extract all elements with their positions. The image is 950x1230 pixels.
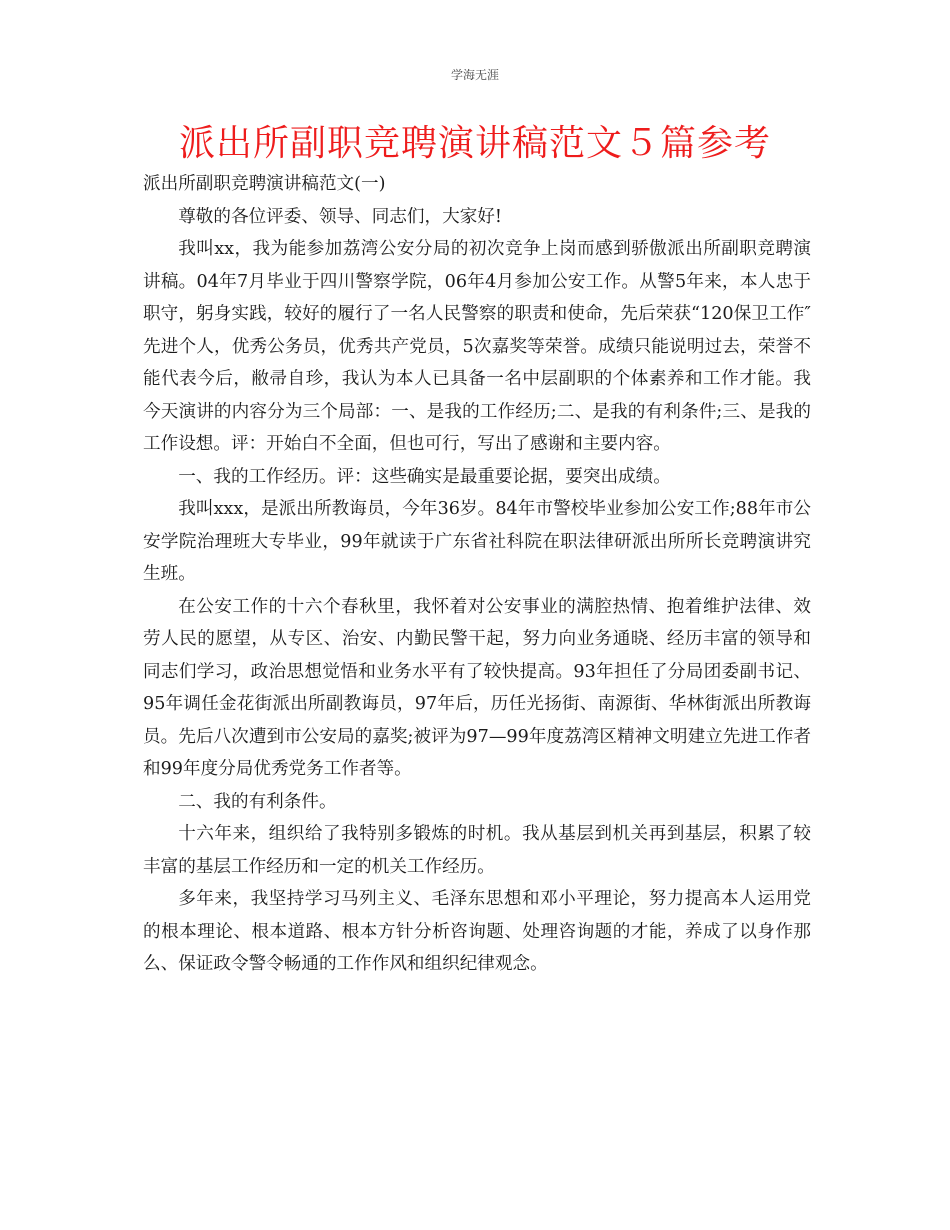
paragraph: 多年来，我坚持学习马列主义、毛泽东思想和邓小平理论，努力提高本人运用党的根本理论、根本道路、根本方针分析咨询题、处理咨询题的才能，养成了以身作那么、保证政令警令畅通的工作作风和组织纪律观念。 xyxy=(143,889,811,974)
section-heading: 派出所副职竞聘演讲稿范文(一) xyxy=(143,174,386,194)
paragraph: 我叫xx，我为能参加荔湾公安分局的初次竞争上岗而感到骄傲派出所副职竞聘演讲稿。04年7月毕业于四川警察学院，06年4月参加公安工作。从警5年来，本人忠于职守，躬身实践，较好的履行了一名人民警察的职责和使命，先后荣获“120保卫工作″先进个人，优秀公务员，优秀共产党员，5次嘉奖等荣誉。成绩只能说明过去，荣誉不能代表今后，敝帚自珍，我认为本人已具备一名中层副职的个体素养和工作才能。我今天演讲的内容分为三个局部：一、是我的工作经历;二、是我的有利条件;三、是我的工作设想。评：开始白不全面，但也可行，写出了感谢和主要内容。 xyxy=(143,239,811,454)
paragraph: 我叫xxx，是派出所教诲员，今年36岁。84年市警校毕业参加公安工作;88年市公安学院治理班大专毕业，99年就读于广东省社科院在职法律研派出所所长竞聘演讲究生班。 xyxy=(143,499,811,584)
salutation: 尊敬的各位评委、领导、同志们，大家好! xyxy=(178,206,502,227)
document-body xyxy=(143,168,811,981)
document-title: 派出所副职竞聘演讲稿范文５篇参考 xyxy=(178,123,771,164)
paragraph: 十六年来，组织给了我特别多锻炼的时机。我从基层到机关再到基层，积累了较丰富的基层工作经历和一定的机关工作经历。 xyxy=(143,824,811,877)
paragraph: 二、我的有利条件。 xyxy=(178,791,337,812)
paragraph: 一、我的工作经历。评：这些确实是最重要论据，要突出成绩。 xyxy=(178,466,671,487)
paragraph: 在公安工作的十六个春秋里，我怀着对公安事业的满腔热情、抱着维护法律、效劳人民的愿望，从专区、治安、内勤民警干起，努力向业务通晓、经历丰富的领导和同志们学习，政治思想觉悟和业务水平有了较快提高。93年担任了分局团委副书记、95年调任金花街派出所副教诲员，97年后，历任光扬街、南源街、华林街派出所教诲员。先后八次遭到市公安局的嘉奖;被评为97—99年度荔湾区精神文明建立先进工作者和99年度分局优秀党务工作者等。 xyxy=(143,596,811,779)
page-header: 学海无涯 xyxy=(450,68,499,82)
